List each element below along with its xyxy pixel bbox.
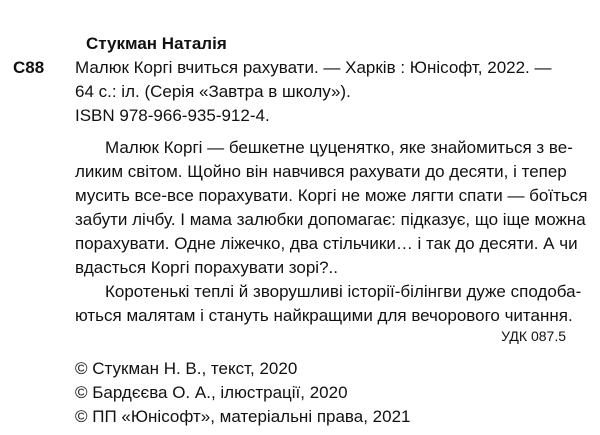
copyright-line: © ПП «Юнісофт», матеріальні права, 2021 (75, 407, 411, 426)
annotation-line: вдасться Коргі порахувати зорі?.. (75, 258, 338, 277)
bibliographic-title-line: Малюк Коргі вчиться рахувати. — Харків : Юнісофт, 2022. — (75, 58, 552, 77)
annotation-line: мусить все-все порахувати. Коргі не може лягти спати — боїться (75, 186, 588, 205)
isbn: ISBN 978-966-935-912-4. (75, 106, 270, 125)
annotation-line: забути лічбу. І мама залюбки допомагає: підказує, що іще можна (75, 210, 586, 229)
author-name: Стукман Наталія (86, 34, 227, 53)
bibliographic-pages-series: 64 с.: іл. (Серія «Завтра в школу»). (75, 82, 351, 101)
copyright-line: © Стукман Н. В., текст, 2020 (75, 359, 298, 378)
annotation-line: Коротенькі теплі й зворушливі історії-білінгви дуже сподоба- (105, 282, 582, 301)
annotation-line: ються малятам і стануть найкращими для вечорового читання. (75, 306, 573, 325)
annotation-line: Малюк Коргі — бешкетне цуценятко, яке знайомиться з ве- (105, 138, 573, 157)
udk-code: УДК 087.5 (501, 328, 566, 344)
annotation-line: ликим світом. Щойно він навчився рахувати до десяти, і тепер (75, 162, 567, 181)
classification-code: С88 (13, 58, 45, 77)
copyright-line: © Бардєєва О. А., ілюстрації, 2020 (75, 383, 348, 402)
annotation-line: порахувати. Одне ліжечко, два стільчики… і так до десяти. А чи (75, 234, 578, 253)
